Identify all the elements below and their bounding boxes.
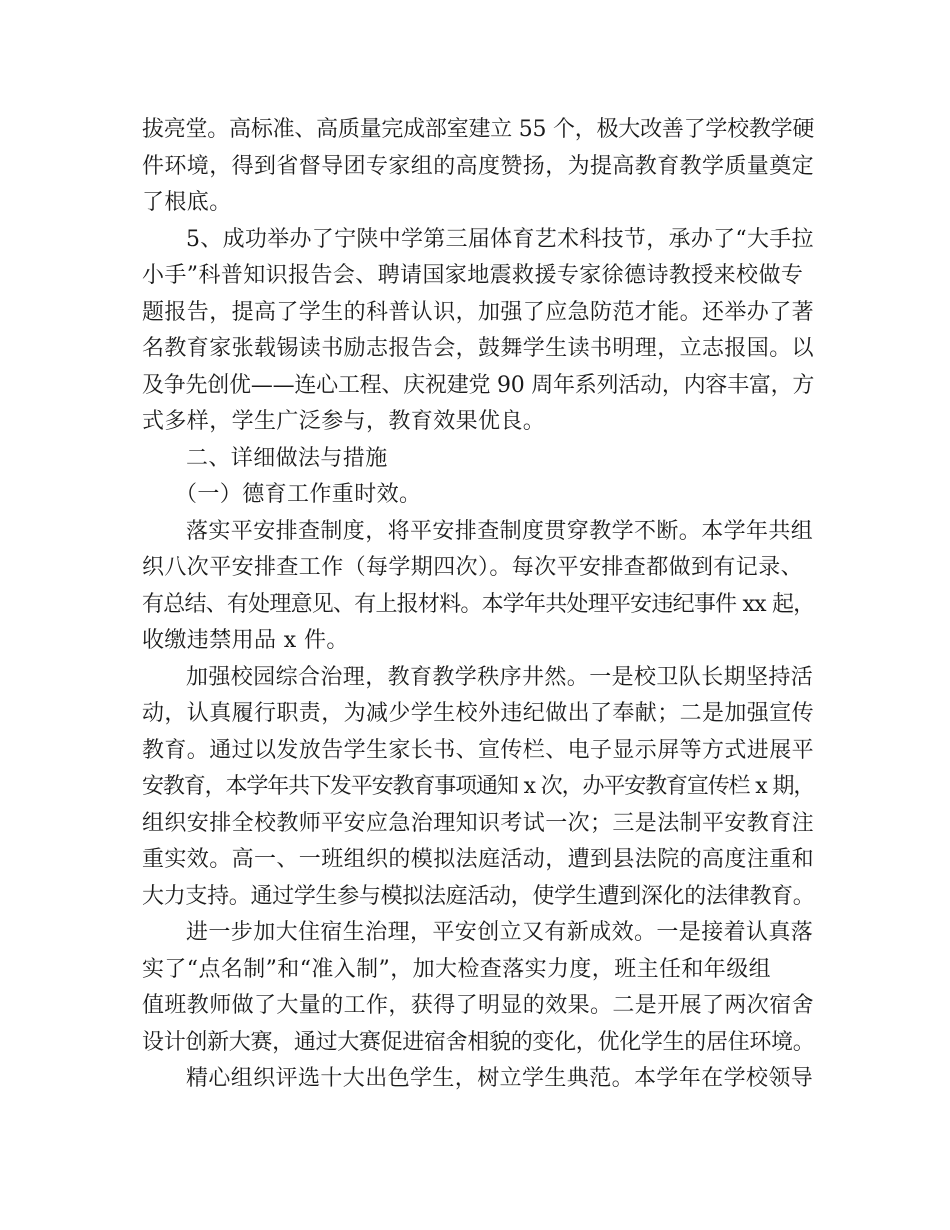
text-line: 织八次平安排查工作（每学期四次）。每次平安排查都做到有记录、 xyxy=(142,555,804,580)
text-line: 件环境，得到省督导团专家组的高度赞扬，为提高教育教学质量奠定 xyxy=(142,153,815,179)
text-line: 组织安排全校教师平安应急治理知识考试一次；三是法制平安教育注 xyxy=(142,810,815,836)
text-line: 教育。通过以发放告学生家长书、宣传栏、电子显示屏等方式进展平 xyxy=(142,737,815,763)
text-line: 式多样，学生广泛参与，教育效果优良。 xyxy=(142,409,546,434)
heading-line: （一）德育工作重时效。 xyxy=(175,482,422,507)
section-heading xyxy=(142,441,814,478)
text-line: 进一步加大住宿生治理，平安创立又有新成效。一是接着认真落 xyxy=(186,920,814,945)
text-line: 小手”科普知识报告会、聘请国家地震救援专家徐德诗教授来校做专 xyxy=(142,263,804,288)
text-line: 了根底。 xyxy=(142,190,232,215)
text-line: 及争先创优——连心工程、庆祝建党 90 周年系列活动，内容丰富，方 xyxy=(142,372,815,398)
paragraph-item-5 xyxy=(142,222,814,441)
paragraph-continued xyxy=(142,112,814,222)
text-line: 收缴违禁用品 x 件。 xyxy=(142,628,349,653)
document-body xyxy=(142,112,814,1098)
text-line: 有总结、有处理意见、有上报材料。本学年共处理平安违纪事件 xx 起， xyxy=(142,591,815,617)
text-line: 实了“点名制”和“准入制”，加大检查落实力度，班主任和年级组 xyxy=(142,956,771,982)
paragraph-campus-governance xyxy=(142,660,814,916)
text-line: 题报告，提高了学生的科普认识，加强了应急防范才能。还举办了著 xyxy=(142,299,815,325)
text-line: 精心组织评选十大出色学生，树立学生典范。本学年在学校领导 xyxy=(186,1066,814,1091)
paragraph-outstanding-students xyxy=(142,1061,814,1098)
subsection-heading xyxy=(142,477,814,514)
text-line: 重实效。高一、一班组织的模拟法庭活动，遭到县法院的高度注重和 xyxy=(142,847,815,872)
heading-line: 二、详细做法与措施 xyxy=(186,445,388,471)
text-line: 安教育，本学年共下发平安教育事项通知 x 次，办平安教育宣传栏 x 期， xyxy=(142,774,815,799)
paragraph-boarding-students xyxy=(142,915,814,1061)
text-line: 动，认真履行职责，为减少学生校外违纪做出了奉献；二是加强宣传 xyxy=(142,701,815,726)
text-line: 大力支持。通过学生参与模拟法庭活动，使学生遭到深化的法律教育。 xyxy=(142,883,815,909)
text-line: 落实平安排查制度，将平安排查制度贯穿教学不断。本学年共组 xyxy=(186,518,814,544)
text-line: 加强校园综合治理，教育教学秩序井然。一是校卫队长期坚持活 xyxy=(186,664,814,690)
text-line: 名教育家张载锡读书励志报告会，鼓舞学生读书明理，立志报国。以 xyxy=(142,336,815,361)
text-line: 值班教师做了大量的工作，获得了明显的效果。二是开展了两次宿舍 xyxy=(142,993,815,1018)
text-line: 5、成功举办了宁陕中学第三届体育艺术科技节，承办了“大手拉 xyxy=(186,226,814,252)
paragraph-safety-inspection xyxy=(142,514,814,660)
text-line: 设计创新大赛，通过大赛促进宿舍相貌的变化，优化学生的居住环境。 xyxy=(142,1029,815,1055)
text-line: 拔亮堂。高标准、高质量完成部室建立 55 个，极大改善了学校教学硬 xyxy=(142,117,815,142)
